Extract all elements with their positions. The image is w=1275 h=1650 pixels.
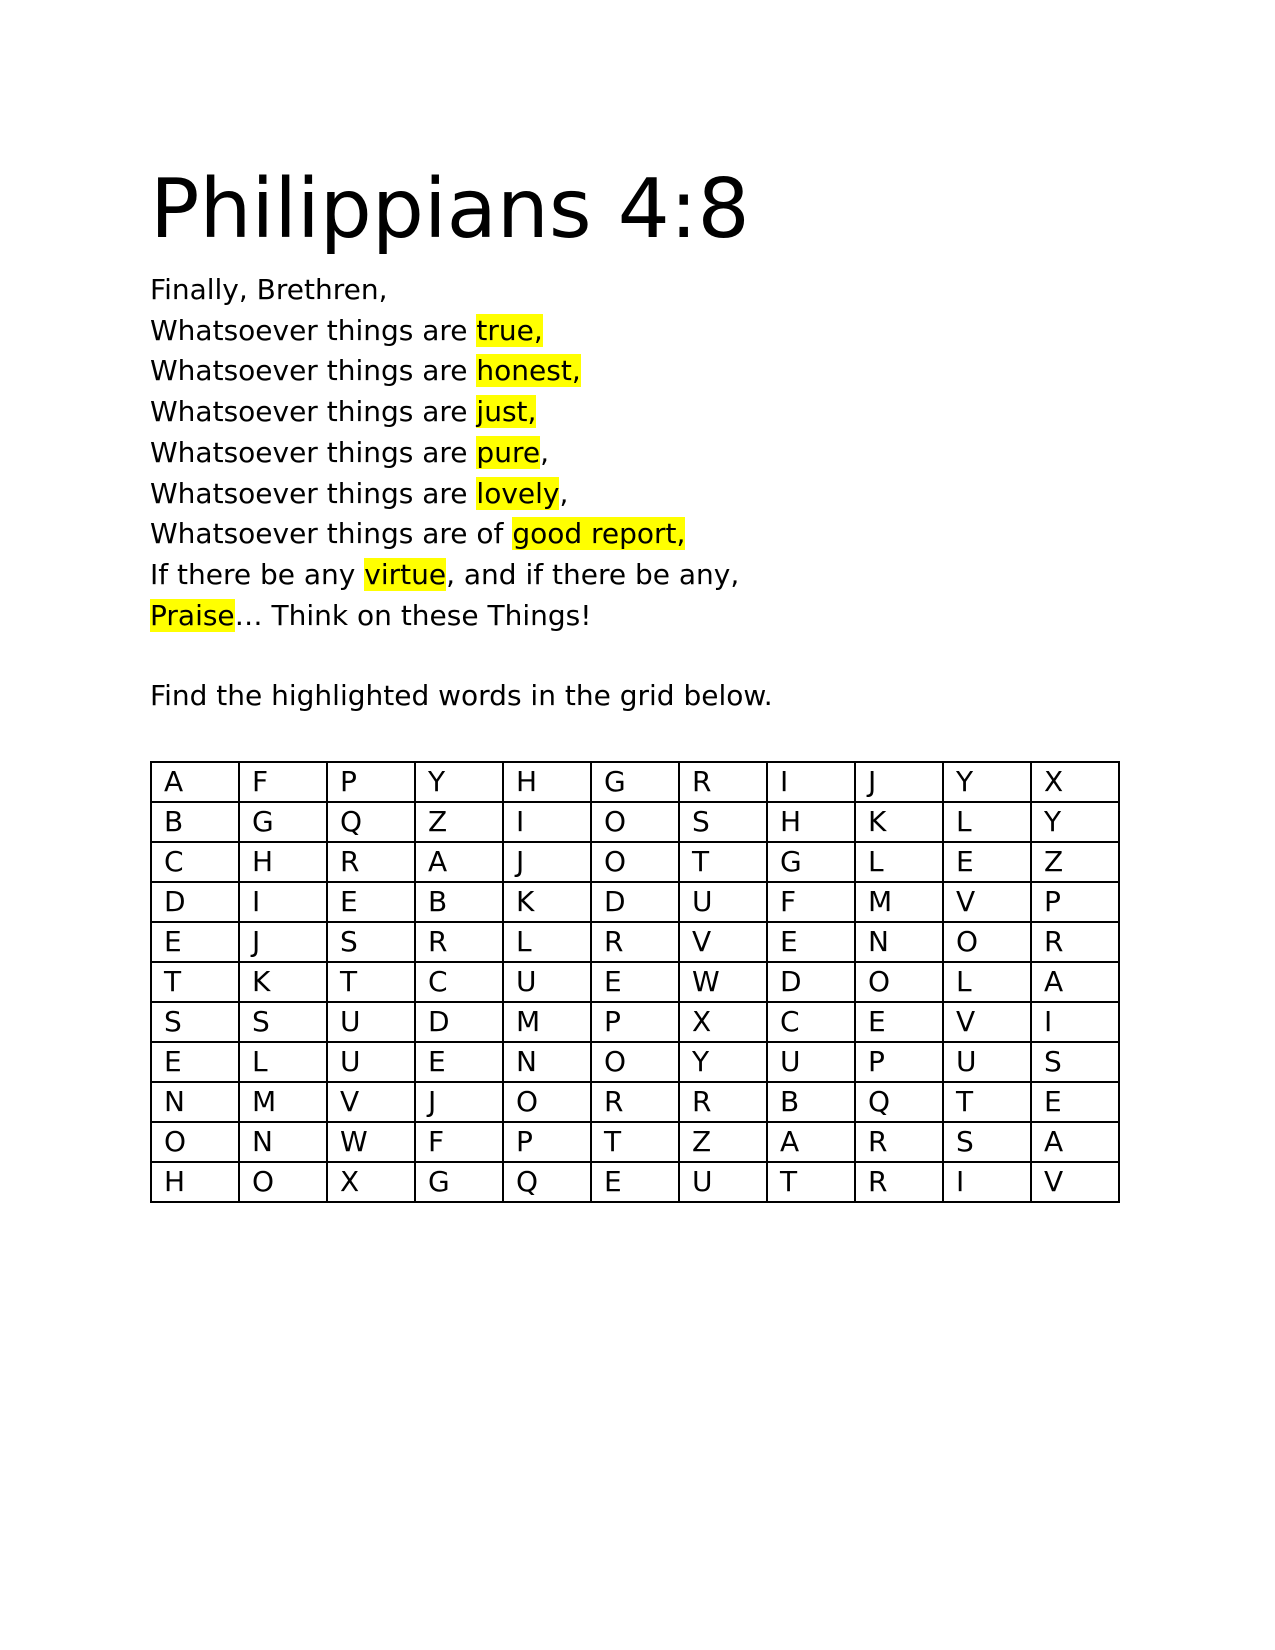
highlighted-word: good report, (512, 517, 686, 551)
grid-cell: H (767, 802, 855, 842)
grid-row (151, 1042, 1119, 1082)
grid-cell: S (239, 1002, 327, 1042)
grid-cell: E (591, 962, 679, 1002)
verse-text-segment: , (540, 435, 549, 469)
grid-cell: O (591, 802, 679, 842)
grid-cell: O (503, 1082, 591, 1122)
grid-cell: E (855, 1002, 943, 1042)
grid-row (151, 922, 1119, 962)
grid-cell: Q (855, 1082, 943, 1122)
grid-cell: L (855, 842, 943, 882)
grid-cell: C (415, 962, 503, 1002)
verse-line (150, 351, 1130, 392)
grid-cell: R (591, 1082, 679, 1122)
grid-cell: V (943, 882, 1031, 922)
grid-cell: R (855, 1162, 943, 1202)
verse-line (150, 433, 1130, 474)
grid-cell: B (767, 1082, 855, 1122)
grid-cell: Y (415, 762, 503, 802)
grid-cell: U (943, 1042, 1031, 1082)
verse-text-segment: … Think on these Things! (234, 598, 592, 632)
grid-cell: E (591, 1162, 679, 1202)
grid-cell: K (503, 882, 591, 922)
grid-cell: P (855, 1042, 943, 1082)
grid-cell: R (855, 1122, 943, 1162)
grid-cell: H (239, 842, 327, 882)
grid-cell: J (415, 1082, 503, 1122)
grid-cell: L (943, 802, 1031, 842)
grid-cell: V (679, 922, 767, 962)
grid-cell: B (151, 802, 239, 842)
grid-cell: X (679, 1002, 767, 1042)
grid-cell: R (591, 922, 679, 962)
grid-cell: T (679, 842, 767, 882)
grid-cell: T (767, 1162, 855, 1202)
grid-cell: C (767, 1002, 855, 1042)
word-search-grid (150, 761, 1120, 1203)
grid-cell: E (767, 922, 855, 962)
grid-cell: G (591, 762, 679, 802)
grid-cell: I (1031, 1002, 1119, 1042)
grid-row (151, 1082, 1119, 1122)
grid-cell: A (151, 762, 239, 802)
verse-text-segment: Whatsoever things are (150, 395, 477, 429)
grid-row (151, 842, 1119, 882)
grid-cell: V (1031, 1162, 1119, 1202)
grid-cell: N (151, 1082, 239, 1122)
grid-cell: L (943, 962, 1031, 1002)
grid-cell: S (1031, 1042, 1119, 1082)
grid-cell: I (767, 762, 855, 802)
grid-cell: E (151, 1042, 239, 1082)
grid-cell: E (943, 842, 1031, 882)
grid-cell: N (239, 1122, 327, 1162)
grid-row (151, 962, 1119, 1002)
grid-cell: Q (503, 1162, 591, 1202)
grid-cell: O (591, 1042, 679, 1082)
grid-cell: I (239, 882, 327, 922)
grid-cell: J (855, 762, 943, 802)
grid-cell: S (327, 922, 415, 962)
grid-cell: D (591, 882, 679, 922)
grid-cell: W (679, 962, 767, 1002)
grid-cell: P (591, 1002, 679, 1042)
grid-cell: H (151, 1162, 239, 1202)
grid-cell: V (327, 1082, 415, 1122)
verse-line (150, 311, 1130, 352)
grid-cell: G (767, 842, 855, 882)
grid-cell: Y (943, 762, 1031, 802)
grid-cell: O (151, 1122, 239, 1162)
grid-cell: T (151, 962, 239, 1002)
grid-row (151, 1002, 1119, 1042)
grid-cell: S (943, 1122, 1031, 1162)
grid-cell: G (415, 1162, 503, 1202)
grid-cell: R (1031, 922, 1119, 962)
grid-row (151, 762, 1119, 802)
grid-cell: U (767, 1042, 855, 1082)
grid-cell: E (151, 922, 239, 962)
highlighted-word: lovely (476, 476, 560, 510)
grid-cell: T (591, 1122, 679, 1162)
grid-cell: D (767, 962, 855, 1002)
grid-cell: U (679, 1162, 767, 1202)
verse-text-segment: , (559, 476, 569, 510)
verse-text-segment: If there be any (150, 557, 365, 591)
grid-cell: C (151, 842, 239, 882)
grid-cell: P (327, 762, 415, 802)
verse-line (150, 514, 1130, 555)
verse-text (150, 270, 1130, 636)
verse-line (150, 474, 1130, 515)
grid-cell: M (239, 1082, 327, 1122)
grid-cell: L (503, 922, 591, 962)
grid-cell: R (327, 842, 415, 882)
verse-text-segment: , and if there be any, (446, 557, 740, 591)
grid-cell: Z (1031, 842, 1119, 882)
grid-cell: H (503, 762, 591, 802)
grid-cell: K (855, 802, 943, 842)
grid-cell: X (1031, 762, 1119, 802)
grid-cell: K (239, 962, 327, 1002)
document-page (150, 160, 1130, 716)
grid-cell: D (151, 882, 239, 922)
grid-cell: Z (679, 1122, 767, 1162)
verse-text-segment: Finally, Brethren, (150, 273, 388, 306)
highlighted-word: virtue (364, 557, 447, 591)
verse-line (150, 392, 1130, 433)
grid-cell: J (503, 842, 591, 882)
grid-cell: A (1031, 962, 1119, 1002)
grid-cell: R (679, 1082, 767, 1122)
grid-cell: R (679, 762, 767, 802)
grid-cell: W (327, 1122, 415, 1162)
grid-cell: U (679, 882, 767, 922)
grid-row (151, 1122, 1119, 1162)
grid-cell: S (151, 1002, 239, 1042)
highlighted-word: pure (476, 435, 541, 469)
grid-cell: E (327, 882, 415, 922)
grid-cell: O (855, 962, 943, 1002)
highlighted-word: true, (476, 313, 543, 347)
grid-cell: O (591, 842, 679, 882)
grid-cell: I (503, 802, 591, 842)
grid-cell: V (943, 1002, 1031, 1042)
grid-cell: Q (327, 802, 415, 842)
grid-cell: F (415, 1122, 503, 1162)
grid-cell: U (327, 1042, 415, 1082)
grid-cell: N (855, 922, 943, 962)
highlighted-word: honest, (476, 354, 581, 388)
grid-cell: B (415, 882, 503, 922)
grid-row (151, 1162, 1119, 1202)
verse-text-segment: Whatsoever things are (150, 313, 477, 347)
grid-cell: A (415, 842, 503, 882)
verse-line (150, 596, 1130, 637)
grid-cell: F (239, 762, 327, 802)
grid-cell: X (327, 1162, 415, 1202)
highlighted-word: just, (476, 395, 537, 429)
grid-cell: E (415, 1042, 503, 1082)
grid-cell: M (855, 882, 943, 922)
grid-cell: O (943, 922, 1031, 962)
grid-cell: J (239, 922, 327, 962)
verse-text-segment: Whatsoever things are (150, 354, 477, 388)
grid-cell: T (327, 962, 415, 1002)
grid-cell: G (239, 802, 327, 842)
instruction-text: Find the highlighted words in the grid below. (150, 679, 773, 713)
grid-cell: Y (679, 1042, 767, 1082)
verse-text-segment: Whatsoever things are (150, 476, 477, 510)
grid-cell: U (327, 1002, 415, 1042)
verse-text-segment: Whatsoever things are (150, 435, 477, 469)
grid-row (151, 882, 1119, 922)
grid-cell: O (239, 1162, 327, 1202)
grid-cell: D (415, 1002, 503, 1042)
grid-cell: T (943, 1082, 1031, 1122)
grid-cell: S (679, 802, 767, 842)
grid-cell: I (943, 1162, 1031, 1202)
grid-cell: R (415, 922, 503, 962)
grid-cell: F (767, 882, 855, 922)
grid-cell: E (1031, 1082, 1119, 1122)
verse-line (150, 270, 1130, 311)
grid-cell: N (503, 1042, 591, 1082)
verse-text-segment: Whatsoever things are of (150, 517, 513, 551)
grid-cell: Y (1031, 802, 1119, 842)
grid-cell: P (503, 1122, 591, 1162)
grid-cell: U (503, 962, 591, 1002)
grid-cell: Z (415, 802, 503, 842)
grid-row (151, 802, 1119, 842)
grid-cell: P (1031, 882, 1119, 922)
page-title: Philippians 4:8 (150, 162, 750, 257)
grid-cell: L (239, 1042, 327, 1082)
highlighted-word: Praise (150, 598, 235, 632)
grid-cell: A (767, 1122, 855, 1162)
verse-line (150, 555, 1130, 596)
grid-cell: M (503, 1002, 591, 1042)
grid-cell: A (1031, 1122, 1119, 1162)
